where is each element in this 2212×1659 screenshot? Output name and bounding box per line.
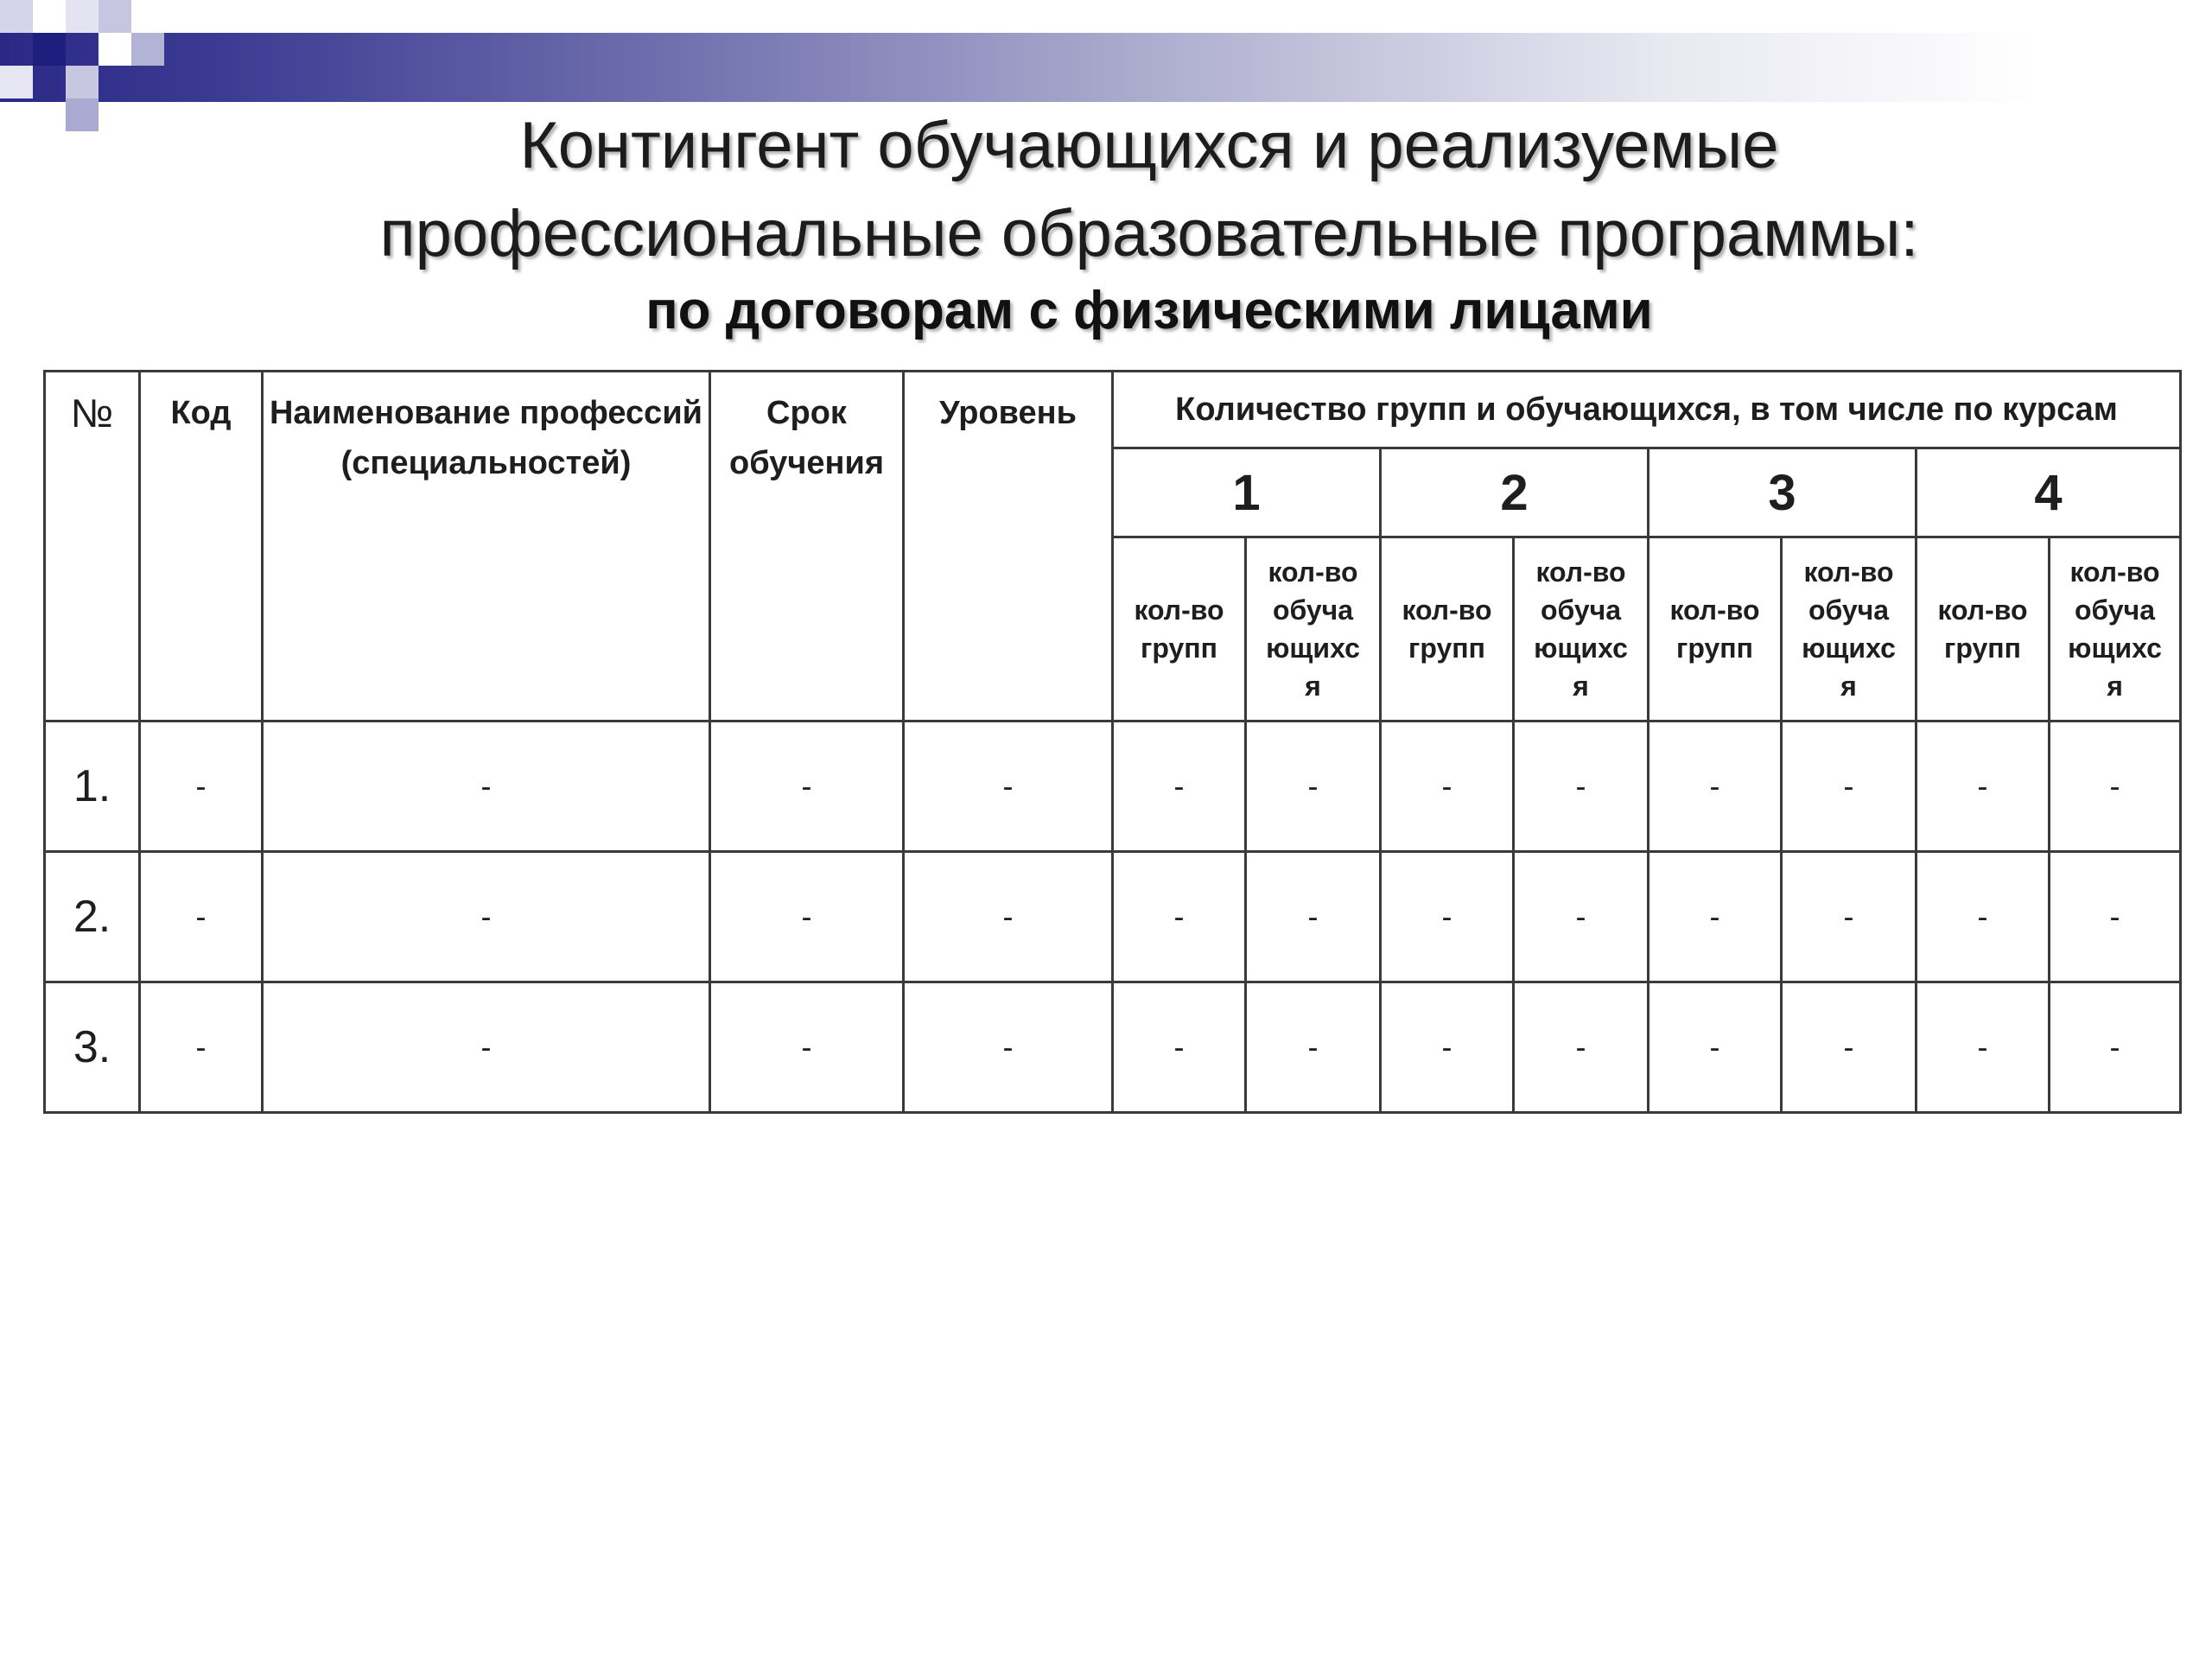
subheader-groups [1113,537,1246,721]
row-value: - [1113,721,1246,852]
row-number: 3. [45,982,140,1113]
header-course-4: 4 [1916,448,2181,537]
row-value: - [1916,852,2050,982]
subheader-text: ющихс [1534,632,1628,664]
subheader-text: кол-во [2069,556,2160,588]
subheader-text: обуча [1808,594,1890,626]
subheader-text: групп [1141,632,1217,664]
row-value: - [1381,852,1514,982]
subheader-text: обуча [1272,594,1354,626]
header-name-line1: Наименование профессий [269,395,703,431]
row-value: - [1514,982,1649,1113]
header-course-1: 1 [1113,448,1381,537]
row-code: - [140,982,263,1113]
row-code: - [140,721,263,852]
header-term [710,372,904,721]
row-number: 1. [45,721,140,852]
decor-square [0,66,33,99]
row-value: - [1916,721,2050,852]
subheader-groups [1916,537,2050,721]
table-row [45,852,2181,982]
subheader-text: кол-во [1535,556,1626,588]
subheader-text: ющихс [2068,632,2162,664]
subheader-text: обуча [2074,594,2156,626]
decor-square [0,0,33,33]
subheader-text: обуча [1540,594,1622,626]
row-value: - [1246,852,1381,982]
row-name: - [263,721,710,852]
row-name: - [263,982,710,1113]
subheader-text: я [1840,671,1857,702]
row-term: - [710,852,904,982]
row-value: - [1649,852,1782,982]
decor-square [131,33,164,66]
slide-subtitle: по договорам с физическими лицами [645,281,1653,340]
subheader-text: групп [1408,632,1485,664]
decor-square [99,0,131,33]
table-row [45,721,2181,852]
row-code: - [140,852,263,982]
row-term: - [710,982,904,1113]
header-level: Уровень [904,372,1113,721]
header-no: № [45,372,140,721]
subheader-text: я [1305,671,1321,702]
slide-title [0,102,2212,278]
subheader-text: кол-во [1134,594,1224,626]
header-name [263,372,710,721]
row-number: 2. [45,852,140,982]
subheader-students [2050,537,2181,721]
header-code: Код [140,372,263,721]
subheader-text: кол-во [1669,594,1760,626]
decor-square [33,33,66,66]
row-value: - [2050,721,2181,852]
subheader-students [1246,537,1381,721]
subheader-text: кол-во [1268,556,1358,588]
row-value: - [1649,982,1782,1113]
row-value: - [1782,982,1916,1113]
header-name-line2: (специальностей) [340,445,632,481]
decor-square [66,0,99,33]
header-course-3: 3 [1649,448,1916,537]
subheader-text: групп [1944,632,2021,664]
contingent-table [43,370,2182,1114]
header-term-line1: Срок [766,395,847,431]
subheader-text: кол-во [1402,594,1492,626]
row-value: - [1782,721,1916,852]
table-row [45,982,2181,1113]
row-value: - [1916,982,2050,1113]
row-value: - [1514,721,1649,852]
header-quantity: Количество групп и обучающихся, в том числе по курсам [1113,372,2181,448]
subheader-groups [1381,537,1514,721]
subheader-text: ющихс [1266,632,1360,664]
subheader-text: кол-во [1803,556,1894,588]
header-term-line2: обучения [729,445,884,481]
subheader-text: я [2107,671,2123,702]
row-value: - [2050,852,2181,982]
row-level: - [904,852,1113,982]
subheader-text: ющихс [1802,632,1896,664]
row-value: - [1782,852,1916,982]
slide-title-line1: Контингент обучающихся и реализуемые [519,109,1779,182]
row-value: - [2050,982,2181,1113]
row-value: - [1381,982,1514,1113]
row-value: - [1514,852,1649,982]
row-value: - [1246,982,1381,1113]
row-value: - [1381,721,1514,852]
subheader-students [1514,537,1649,721]
row-value: - [1649,721,1782,852]
subheader-groups [1649,537,1782,721]
decor-square [66,66,99,99]
row-value: - [1113,852,1246,982]
row-term: - [710,721,904,852]
slide-title-line2: профессиональные образовательные программы: [379,197,1919,270]
decor-square [99,33,131,66]
subheader-text: групп [1676,632,1753,664]
subheader-text: я [1573,671,1589,702]
subheader-text: кол-во [1937,594,2028,626]
header-gradient-band [0,33,2212,102]
row-name: - [263,852,710,982]
row-value: - [1113,982,1246,1113]
row-level: - [904,721,1113,852]
row-value: - [1246,721,1381,852]
header-course-2: 2 [1381,448,1649,537]
subheader-students [1782,537,1916,721]
row-level: - [904,982,1113,1113]
